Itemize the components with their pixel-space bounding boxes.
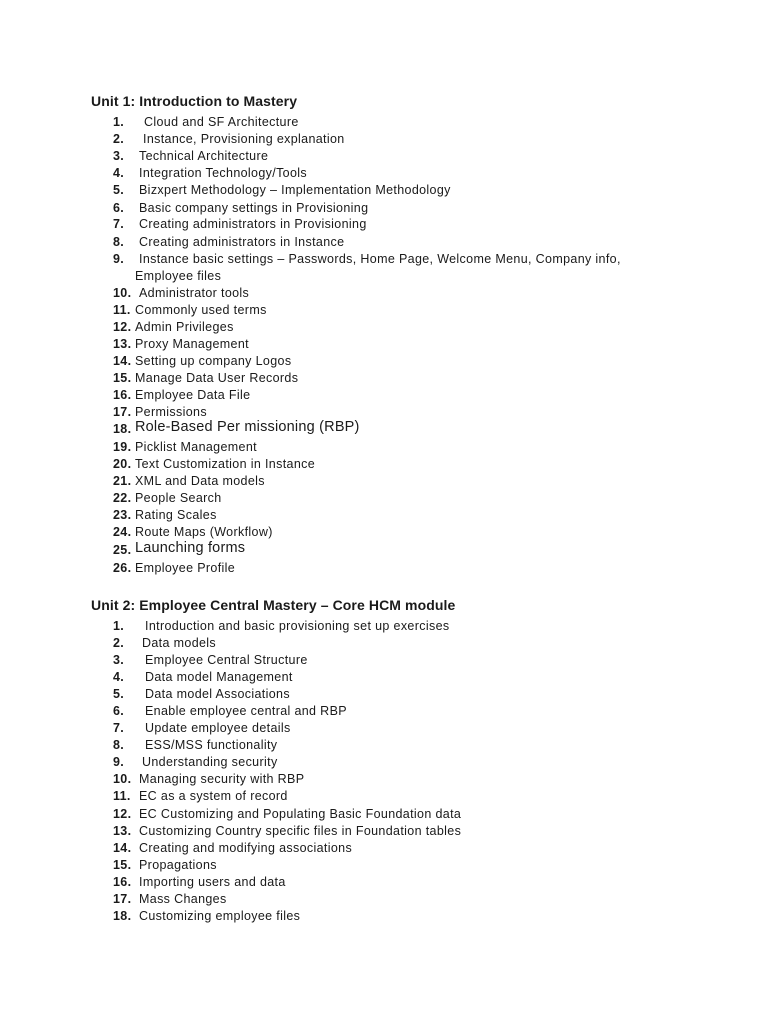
item-number: 11. (113, 789, 131, 803)
item-text: Route Maps (Workflow) (135, 525, 273, 539)
item-text: Bizxpert Methodology – Implementation Methodology (139, 183, 451, 197)
item-text: People Search (135, 491, 222, 505)
item-text: Enable employee central and RBP (145, 704, 347, 718)
item-number: 14. (113, 354, 132, 368)
item-text: Manage Data User Records (135, 371, 299, 385)
item-number: 4. (113, 670, 125, 684)
item-number: 18. (113, 422, 132, 436)
item-number: 15. (113, 371, 132, 385)
item-number: 1. (113, 619, 125, 633)
item-number: 10. (113, 286, 132, 300)
item-number: 8. (113, 738, 125, 752)
item-text: Rating Scales (135, 508, 217, 522)
item-number: 9. (113, 755, 125, 769)
item-text: Admin Privileges (135, 320, 234, 334)
item-number: 13. (113, 824, 132, 838)
item-text: Importing users and data (139, 875, 286, 889)
item-number: 5. (113, 183, 125, 197)
unit-1-heading: Unit 1: Introduction to Mastery (91, 93, 298, 109)
item-number: 18. (113, 909, 132, 923)
item-text: EC Customizing and Populating Basic Foundation data (139, 807, 462, 821)
item-text: Creating administrators in Provisioning (139, 217, 367, 231)
item-number: 16. (113, 875, 132, 889)
item-text: Commonly used terms (135, 303, 267, 317)
item-text: Role-Based Per missioning (RBP) (135, 419, 360, 435)
item-number: 6. (113, 704, 125, 718)
item-number: 7. (113, 721, 125, 735)
item-number: 8. (113, 235, 125, 249)
item-text: Customizing employee files (139, 909, 301, 923)
item-text: Technical Architecture (139, 149, 269, 163)
item-number: 19. (113, 440, 132, 454)
item-text: Data models (142, 636, 217, 650)
item-number: 24. (113, 525, 132, 539)
item-text: Creating and modifying associations (139, 841, 353, 855)
item-number: 1. (113, 115, 125, 129)
item-number: 2. (113, 132, 125, 146)
item-text: Administrator tools (139, 286, 250, 300)
item-text: EC as a system of record (139, 789, 288, 803)
item-number: 14. (113, 841, 132, 855)
item-text: Launching forms (135, 540, 246, 556)
item-text: Integration Technology/Tools (139, 166, 308, 180)
item-text: Text Customization in Instance (135, 457, 316, 471)
item-number: 3. (113, 653, 125, 667)
item-text: Managing security with RBP (139, 772, 305, 786)
item-number: 12. (113, 320, 132, 334)
item-number: 11. (113, 303, 131, 317)
item-text: Permissions (135, 405, 207, 419)
item-text: Employee Profile (135, 561, 236, 575)
item-text-continuation: Employee files (135, 269, 222, 283)
item-text: ESS/MSS functionality (145, 738, 278, 752)
item-number: 17. (113, 405, 132, 419)
item-text: Creating administrators in Instance (139, 235, 345, 249)
item-text: Instance, Provisioning explanation (143, 132, 345, 146)
item-number: 22. (113, 491, 132, 505)
item-text: Picklist Management (135, 440, 257, 454)
item-text: Understanding security (142, 755, 278, 769)
item-number: 5. (113, 687, 125, 701)
item-text: Instance basic settings – Passwords, Home Page, Welcome Menu, Company info, (139, 252, 621, 266)
item-number: 13. (113, 337, 132, 351)
item-text: Customizing Country specific files in Foundation tables (139, 824, 462, 838)
item-number: 26. (113, 561, 132, 575)
item-text: Data model Management (145, 670, 293, 684)
item-number: 4. (113, 166, 125, 180)
item-number: 10. (113, 772, 132, 786)
item-number: 16. (113, 388, 132, 402)
item-number: 2. (113, 636, 125, 650)
item-number: 9. (113, 252, 125, 266)
item-text: Cloud and SF Architecture (144, 115, 299, 129)
item-number: 15. (113, 858, 132, 872)
item-text: Mass Changes (139, 892, 227, 906)
item-text: XML and Data models (135, 474, 265, 488)
item-number: 23. (113, 508, 132, 522)
unit-2-heading: Unit 2: Employee Central Mastery – Core HCM module (91, 597, 456, 613)
item-number: 20. (113, 457, 132, 471)
item-text: Update employee details (145, 721, 291, 735)
item-text: Propagations (139, 858, 217, 872)
item-number: 3. (113, 149, 125, 163)
item-text: Setting up company Logos (135, 354, 292, 368)
item-text: Data model Associations (145, 687, 290, 701)
item-number: 12. (113, 807, 132, 821)
item-number: 25. (113, 543, 132, 557)
item-text: Introduction and basic provisioning set up exercises (145, 619, 450, 633)
item-number: 21. (113, 474, 132, 488)
item-text: Basic company settings in Provisioning (139, 201, 369, 215)
item-number: 6. (113, 201, 125, 215)
item-text: Employee Central Structure (145, 653, 308, 667)
item-number: 7. (113, 217, 125, 231)
item-number: 17. (113, 892, 132, 906)
item-text: Employee Data File (135, 388, 251, 402)
item-text: Proxy Management (135, 337, 249, 351)
